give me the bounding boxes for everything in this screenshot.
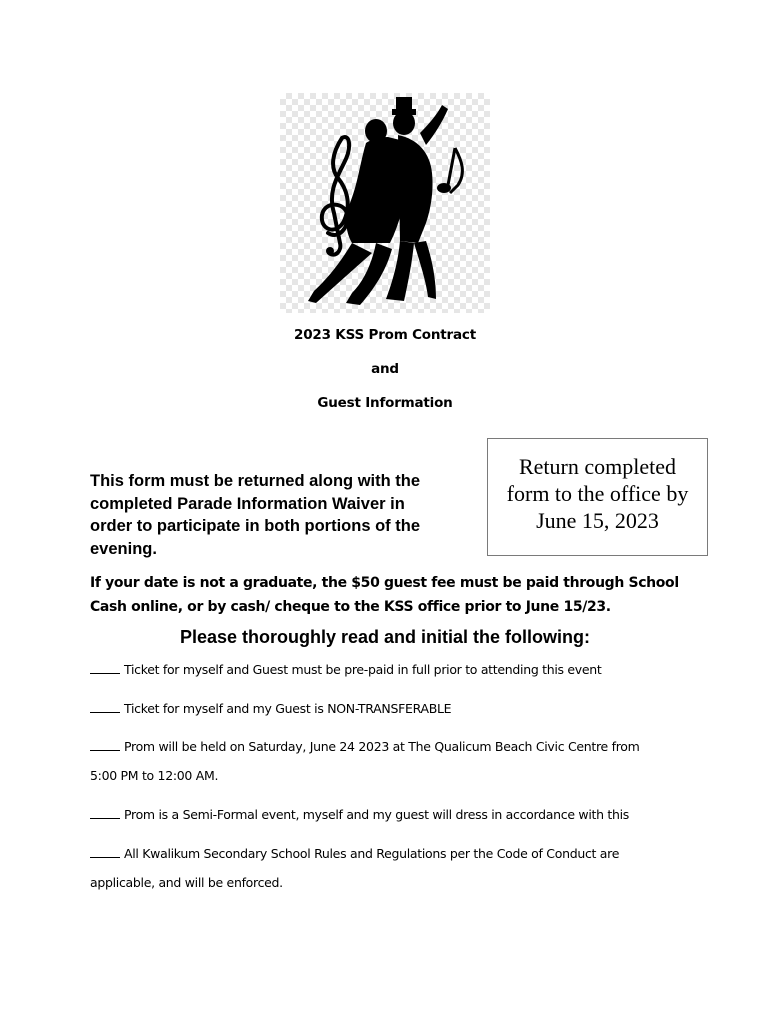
guest-fee-line-1: If your date is not a graduate, the $50 guest fee must be paid through School [90, 575, 679, 591]
intro-paragraph [90, 470, 460, 560]
return-box-line-2: form to the office by [506, 481, 689, 506]
intro-line-1: This form must be returned along with the [90, 472, 421, 490]
document-title: 2023 KSS Prom Contract [294, 327, 476, 343]
initial-item-continuation: applicable, and will be enforced. [90, 874, 283, 890]
dancing-couple-icon [280, 93, 490, 313]
initial-item-text: Ticket for myself and Guest must be pre-paid in full prior to attending this event [124, 662, 602, 677]
return-box-line-3: June 15, 2023 [536, 508, 659, 533]
intro-line-2: completed Parade Information Waiver in [90, 494, 405, 513]
return-box-line-1: Return completed [518, 454, 676, 479]
initial-blank[interactable] [90, 845, 120, 858]
initial-item-text: Prom is a Semi-Formal event, myself and my guest will dress in accordance with this [124, 807, 629, 822]
guest-fee-line-2: Cash online, or by cash/ cheque to the KSS office prior to June 15/23. [90, 599, 611, 615]
initial-blank[interactable] [90, 661, 120, 674]
guest-fee-paragraph [90, 571, 680, 619]
initial-blank[interactable] [90, 700, 120, 713]
initial-blank[interactable] [90, 738, 120, 751]
title-conjunction: and [371, 361, 399, 377]
intro-line-3: order to participate in both portions of the [90, 517, 420, 535]
initial-item-text: Prom will be held on Saturday, June 24 2023 at The Qualicum Beach Civic Centre from [124, 739, 640, 754]
initial-item [90, 840, 690, 897]
initial-item-continuation: 5:00 PM to 12:00 AM. [90, 767, 219, 783]
initial-item-text: Ticket for myself and my Guest is NON-TRANSFERABLE [124, 701, 452, 716]
intro-line-4: evening. [90, 539, 157, 558]
initial-item [90, 656, 690, 685]
dancing-couple-logo [280, 93, 490, 313]
initial-item [90, 801, 690, 830]
initial-item [90, 695, 690, 724]
initial-item [90, 733, 690, 790]
return-deadline-box [487, 438, 708, 556]
initial-blank[interactable] [90, 806, 120, 819]
document-subtitle: Guest Information [317, 395, 453, 411]
instruction-heading: Please thoroughly read and initial the following: [179, 627, 591, 647]
initial-item-text: All Kwalikum Secondary School Rules and Regulations per the Code of Conduct are [124, 846, 620, 861]
